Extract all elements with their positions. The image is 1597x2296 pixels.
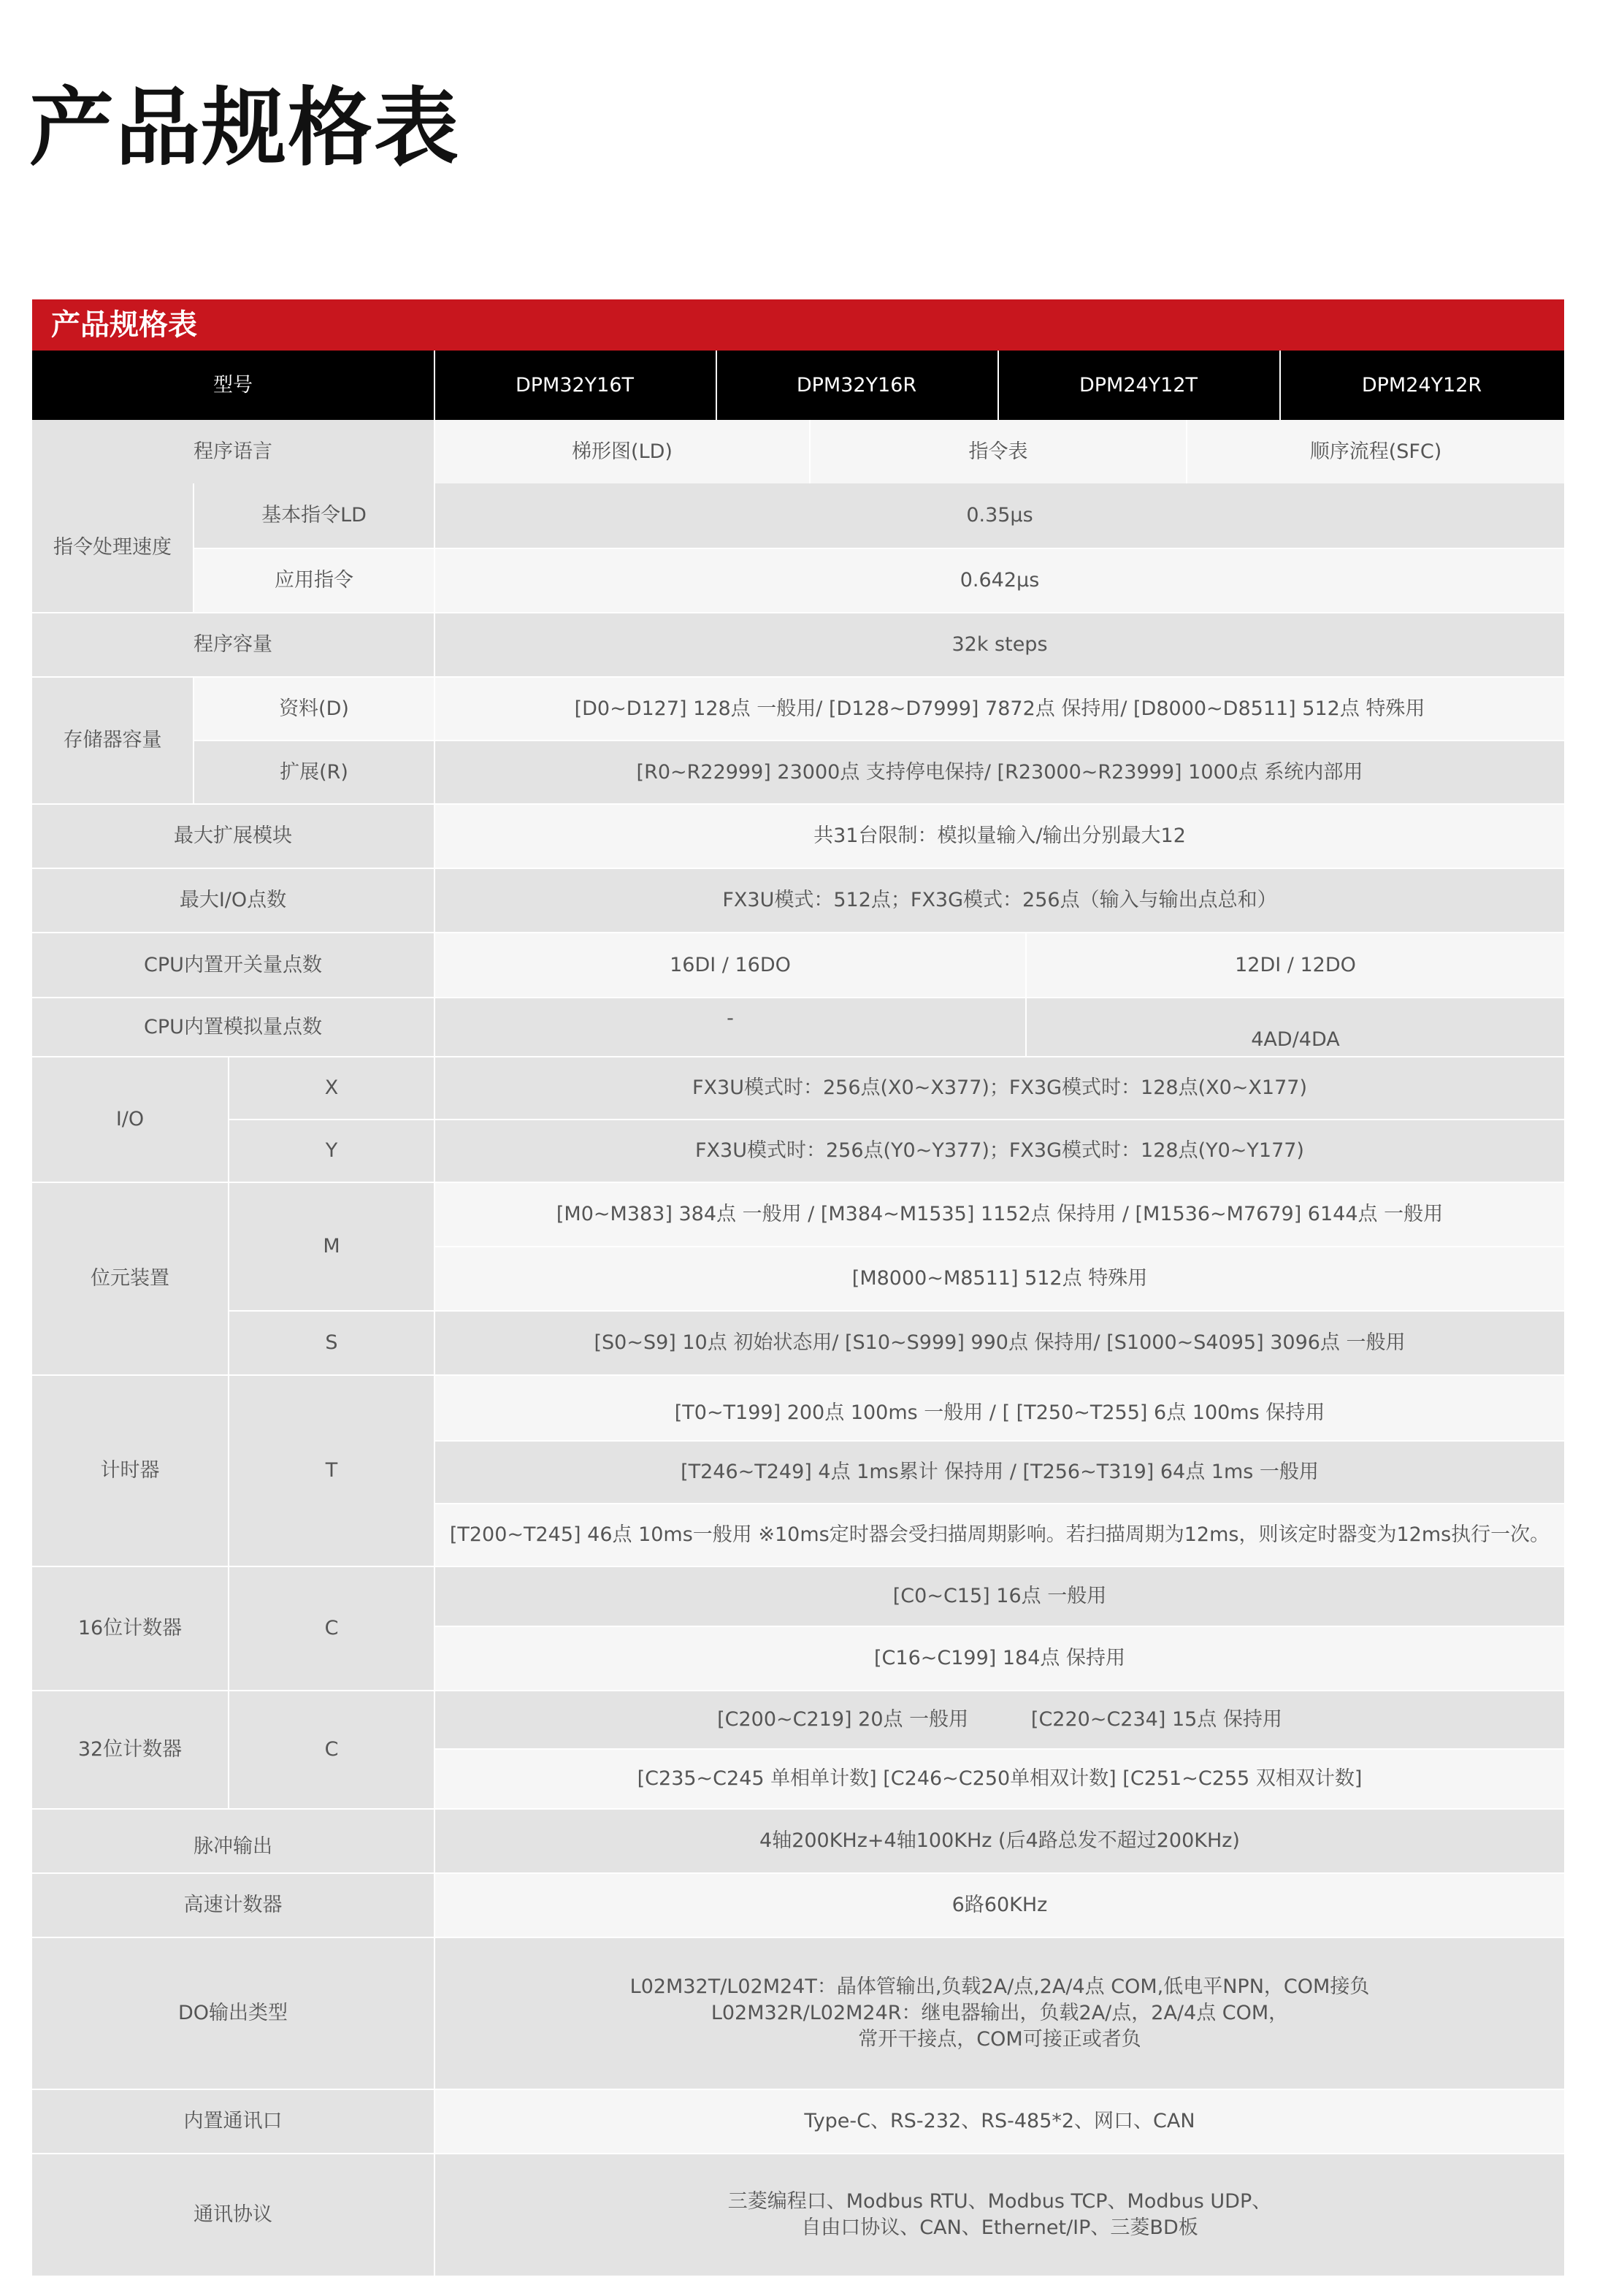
do-type-label: DO输出类型 bbox=[32, 1938, 434, 2089]
section-banner bbox=[32, 299, 1564, 351]
counter32-c-label: C bbox=[229, 1691, 434, 1808]
instruction-applied-value: 0.642μs bbox=[435, 549, 1564, 612]
header-model-1: DPM32Y16T bbox=[434, 351, 716, 420]
instruction-speed-label: 指令处理速度 bbox=[32, 483, 193, 612]
memory-ext-label: 扩展(R) bbox=[194, 741, 434, 803]
timer-label: 计时器 bbox=[32, 1376, 228, 1566]
header-model-label: 型号 bbox=[32, 351, 434, 420]
memory-data-value: [D0~D127] 128点 一般用/ [D128~D7999] 7872点 保持用/ [D8000~D8511] 512点 特殊用 bbox=[435, 678, 1564, 740]
counter32-label: 32位计数器 bbox=[32, 1691, 228, 1808]
memory-ext-value: [R0~R22999] 23000点 支持停电保持/ [R23000~R23999] 1000点 系统内部用 bbox=[435, 741, 1564, 803]
pulse-output-label: 脉冲输出 bbox=[32, 1810, 434, 1872]
max-io-value: FX3U模式：512点；FX3G模式：256点（输入与输出点总和） bbox=[435, 869, 1564, 932]
bit-device-m-value-2: [M8000~M8511] 512点 特殊用 bbox=[435, 1247, 1564, 1310]
timer-value-1: [T0~T199] 200点 100ms 一般用 / [ [T250~T255] 6点 100ms 保持用 bbox=[435, 1376, 1564, 1440]
bit-device-s-value: [S0~S9] 10点 初始状态用/ [S10~S999] 990点 保持用/ [S1000~S4095] 3096点 一般用 bbox=[435, 1312, 1564, 1374]
header-model-3: DPM24Y12T bbox=[997, 351, 1279, 420]
bit-device-m-label: M bbox=[229, 1183, 434, 1310]
bit-device-s-label: S bbox=[229, 1312, 434, 1374]
program-capacity-value: 32k steps bbox=[435, 613, 1564, 676]
do-type-line-2: L02M32R/L02M24R：继电器输出，负载2A/点，2A/4点 COM， bbox=[711, 2002, 1289, 2024]
comm-protocol-line-2: 自由口协议、CAN、Ethernet/IP、三菱BD板 bbox=[801, 2216, 1198, 2239]
do-type-line-1: L02M32T/L02M24T：晶体管输出,负载2A/点,2A/4点 COM,低电平NPN，COM接负 bbox=[629, 1975, 1370, 1998]
timer-value-2: [T246~T249] 4点 1ms累计 保持用 / [T256~T319] 64点 1ms 一般用 bbox=[435, 1442, 1564, 1503]
hs-counter-label: 高速计数器 bbox=[32, 1874, 434, 1937]
timer-value-3: [T200~T245] 46点 10ms一般用 ※10ms定时器会受扫描周期影响。若扫描周期为12ms，则该定时器变为12ms执行一次。 bbox=[435, 1504, 1564, 1566]
io-x-label: X bbox=[229, 1057, 434, 1119]
comm-protocol-line-1: 三菱编程口、Modbus RTU、Modbus TCP、Modbus UDP、 bbox=[727, 2190, 1272, 2213]
cpu-switch-value-32: 16DI / 16DO bbox=[435, 933, 1025, 997]
program-language-label: 程序语言 bbox=[32, 420, 434, 483]
max-modules-label: 最大扩展模块 bbox=[32, 805, 434, 868]
io-y-value: FX3U模式时：256点(Y0~Y377)；FX3G模式时：128点(Y0~Y177) bbox=[435, 1120, 1564, 1182]
comm-port-value: Type-C、RS-232、RS-485*2、网口、CAN bbox=[435, 2090, 1564, 2153]
program-language-ld: 梯形图(LD) bbox=[435, 420, 809, 483]
instruction-applied-label: 应用指令 bbox=[194, 549, 434, 612]
program-language-sfc: 顺序流程(SFC) bbox=[1187, 420, 1564, 483]
program-capacity-label: 程序容量 bbox=[32, 613, 434, 676]
comm-protocol-label: 通讯协议 bbox=[32, 2154, 434, 2276]
io-y-label: Y bbox=[229, 1120, 434, 1182]
header-model-4: DPM24Y12R bbox=[1279, 351, 1564, 420]
cpu-switch-label: CPU内置开关量点数 bbox=[32, 933, 434, 997]
section-title: 产品规格表 bbox=[51, 308, 197, 342]
header-model-2: DPM32Y16R bbox=[716, 351, 997, 420]
counter16-label: 16位计数器 bbox=[32, 1567, 228, 1690]
comm-protocol-value bbox=[435, 2154, 1564, 2276]
program-language-il: 指令表 bbox=[811, 420, 1186, 483]
max-io-label: 最大I/O点数 bbox=[32, 869, 434, 932]
max-modules-value: 共31台限制：模拟量输入/输出分别最大12 bbox=[435, 805, 1564, 868]
do-type-value bbox=[435, 1938, 1564, 2089]
page-title: 产品规格表 bbox=[29, 79, 460, 177]
cpu-analog-value-24: 4AD/4DA bbox=[1027, 998, 1564, 1056]
instruction-basic-value: 0.35μs bbox=[435, 483, 1564, 548]
bit-device-m-value-1: [M0~M383] 384点 一般用 / [M384~M1535] 1152点 保持用 / [M1536~M7679] 6144点 一般用 bbox=[435, 1183, 1564, 1246]
do-type-line-3: 常开干接点，COM可接正或者负 bbox=[858, 2028, 1141, 2051]
counter32-value-1: [C200~C219] 20点 一般用 [C220~C234] 15点 保持用 bbox=[435, 1691, 1564, 1748]
counter32-value-2: [C235~C245 单相单计数] [C246~C250单相双计数] [C251~C255 双相双计数] bbox=[435, 1750, 1564, 1808]
instruction-basic-label: 基本指令LD bbox=[194, 483, 434, 548]
io-label: I/O bbox=[32, 1057, 228, 1182]
cpu-switch-value-24: 12DI / 12DO bbox=[1027, 933, 1564, 997]
counter16-value-2: [C16~C199] 184点 保持用 bbox=[435, 1627, 1564, 1690]
counter16-value-1: [C0~C15] 16点 一般用 bbox=[435, 1567, 1564, 1626]
hs-counter-value: 6路60KHz bbox=[435, 1874, 1564, 1937]
memory-capacity-label: 存储器容量 bbox=[32, 678, 193, 803]
comm-port-label: 内置通讯口 bbox=[32, 2090, 434, 2153]
timer-t-label: T bbox=[229, 1376, 434, 1566]
io-x-value: FX3U模式时：256点(X0~X377)；FX3G模式时：128点(X0~X177) bbox=[435, 1057, 1564, 1119]
counter16-c-label: C bbox=[229, 1567, 434, 1690]
bit-device-label: 位元装置 bbox=[32, 1183, 228, 1374]
pulse-output-value: 4轴200KHz+4轴100KHz (后4路总发不超过200KHz) bbox=[435, 1810, 1564, 1872]
cpu-analog-label: CPU内置模拟量点数 bbox=[32, 998, 434, 1056]
cpu-analog-value-32: - bbox=[435, 998, 1025, 1056]
memory-data-label: 资料(D) bbox=[194, 678, 434, 740]
